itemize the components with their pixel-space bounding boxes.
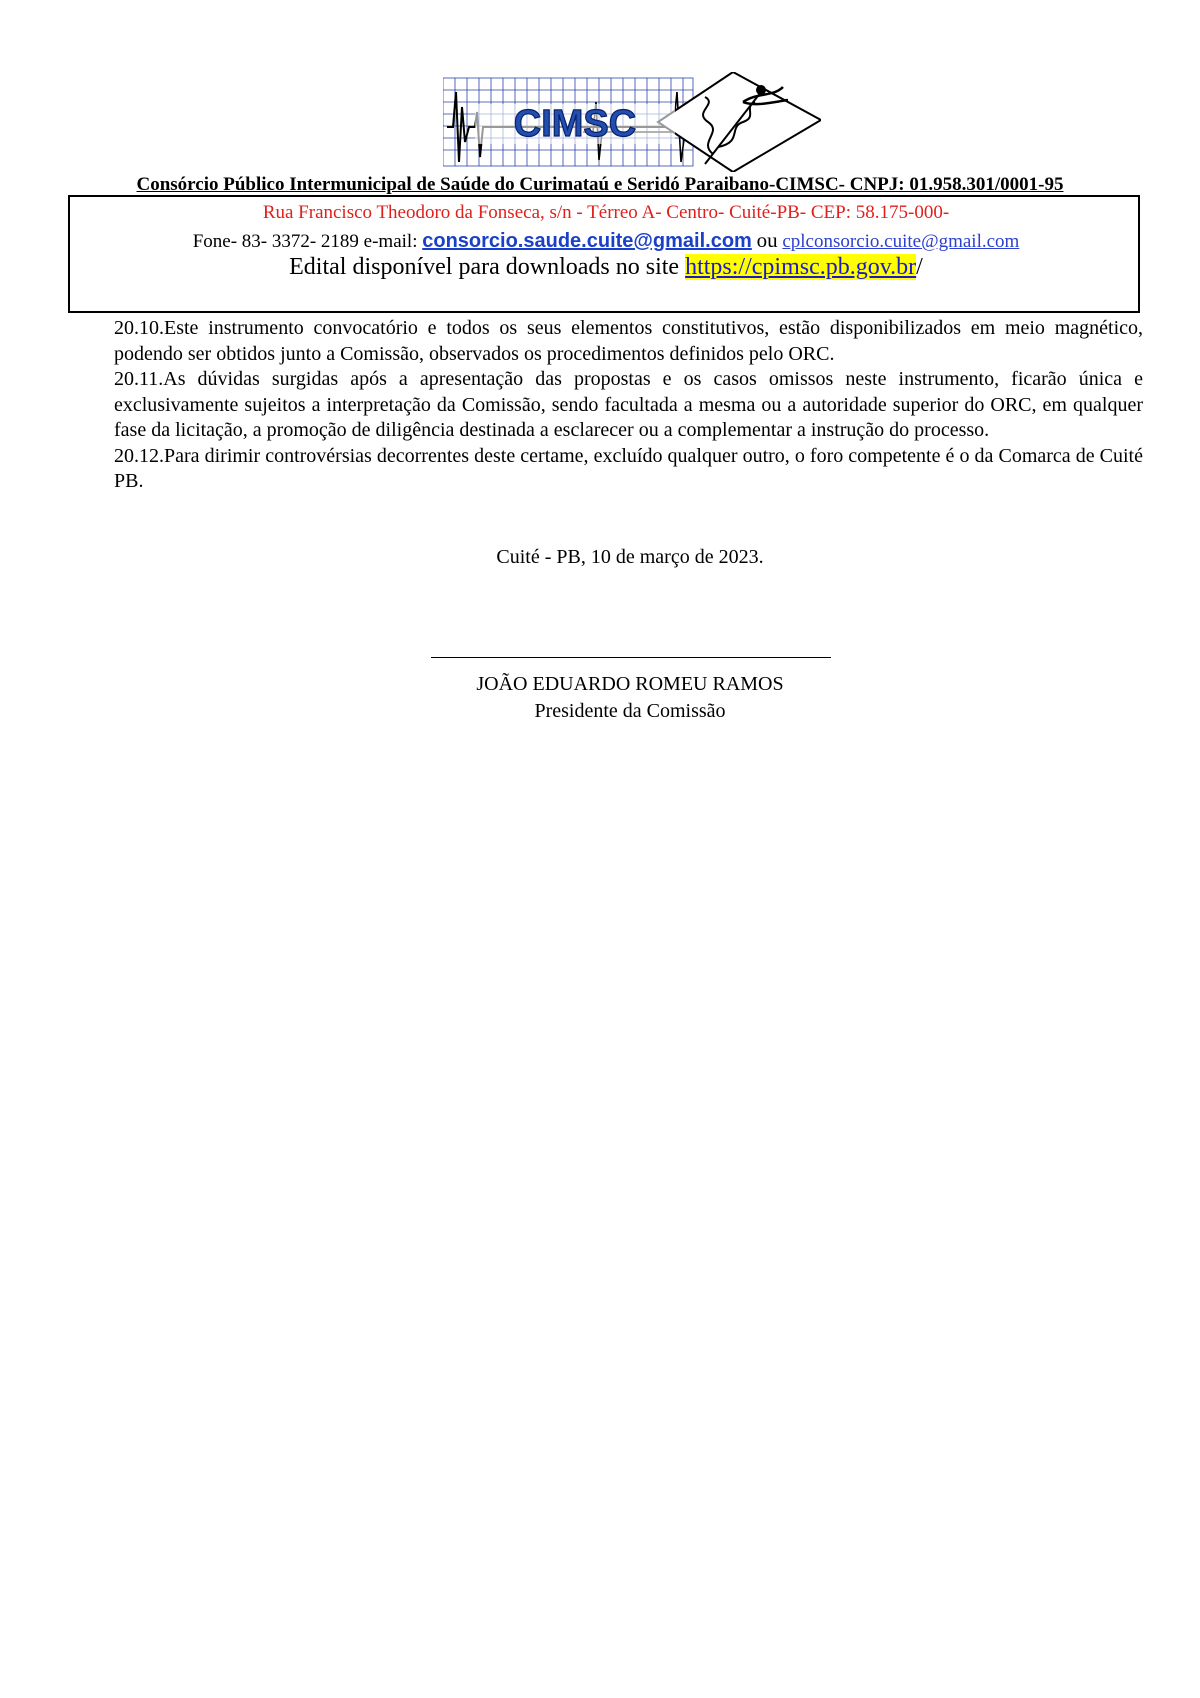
signature-line bbox=[431, 657, 831, 658]
email-separator: ou bbox=[756, 228, 778, 252]
edital-line bbox=[70, 254, 1142, 281]
place-date: Cuité - PB, 10 de março de 2023. bbox=[496, 546, 764, 568]
clause-20-11: 20.11.As dúvidas surgidas após a apresentação das propostas e os casos omissos neste instrumento, ficarão única e exclusivamente sujeitos a interpretação da Comissão, sendo facultada a mesma ou a autoridade superior do ORC, em qualquer fase da licitação, a promoção de diligência destinada a esclarecer ou a complementar a instrução do processo. bbox=[114, 368, 1143, 441]
logo-text bbox=[475, 103, 675, 145]
signatory-name: JOÃO EDUARDO ROMEU RAMOS bbox=[476, 673, 784, 695]
primary-email-link[interactable]: consorcio.saude.cuite@gmail.com bbox=[422, 230, 752, 252]
clause-20-10: 20.10.Este instrumento convocatório e todos os seus elementos constitutivos, estão disponibilizados em meio magnético, podendo ser obtidos junto a Comissão, observados os procedimentos definidos pelo ORC. bbox=[114, 317, 1143, 365]
address-line: Rua Francisco Theodoro da Fonseca, s/n - Térreo A- Centro- Cuité-PB- CEP: 58.175-000- bbox=[262, 202, 950, 223]
contact-box bbox=[68, 195, 1140, 313]
organization-name: Consórcio Público Intermunicipal de Saúde do Curimataú e Seridó Paraibano-CIMSC- CNPJ: 01.958.301/0001-95 bbox=[136, 174, 1064, 195]
site-suffix: / bbox=[916, 254, 923, 280]
edital-text: Edital disponível para downloads no site bbox=[289, 254, 680, 280]
svg-text:CIMSC: CIMSC bbox=[513, 103, 637, 145]
signatory-role: Presidente da Comissão bbox=[534, 700, 726, 722]
site-link[interactable]: https://cpimsc.pb.gov.br bbox=[685, 254, 917, 280]
phone-email-label: Fone- 83- 3372- 2189 e-mail: bbox=[192, 231, 418, 252]
cimsc-logo bbox=[443, 72, 821, 172]
document-body bbox=[114, 316, 1143, 495]
contact-line bbox=[70, 228, 1142, 253]
secondary-email-link[interactable]: cplconsorcio.cuite@gmail.com bbox=[782, 231, 1020, 252]
clause-20-12: 20.12.Para dirimir controvérsias decorrentes deste certame, excluído qualquer outro, o foro competente é o da Comarca de Cuité PB. bbox=[114, 444, 1143, 492]
